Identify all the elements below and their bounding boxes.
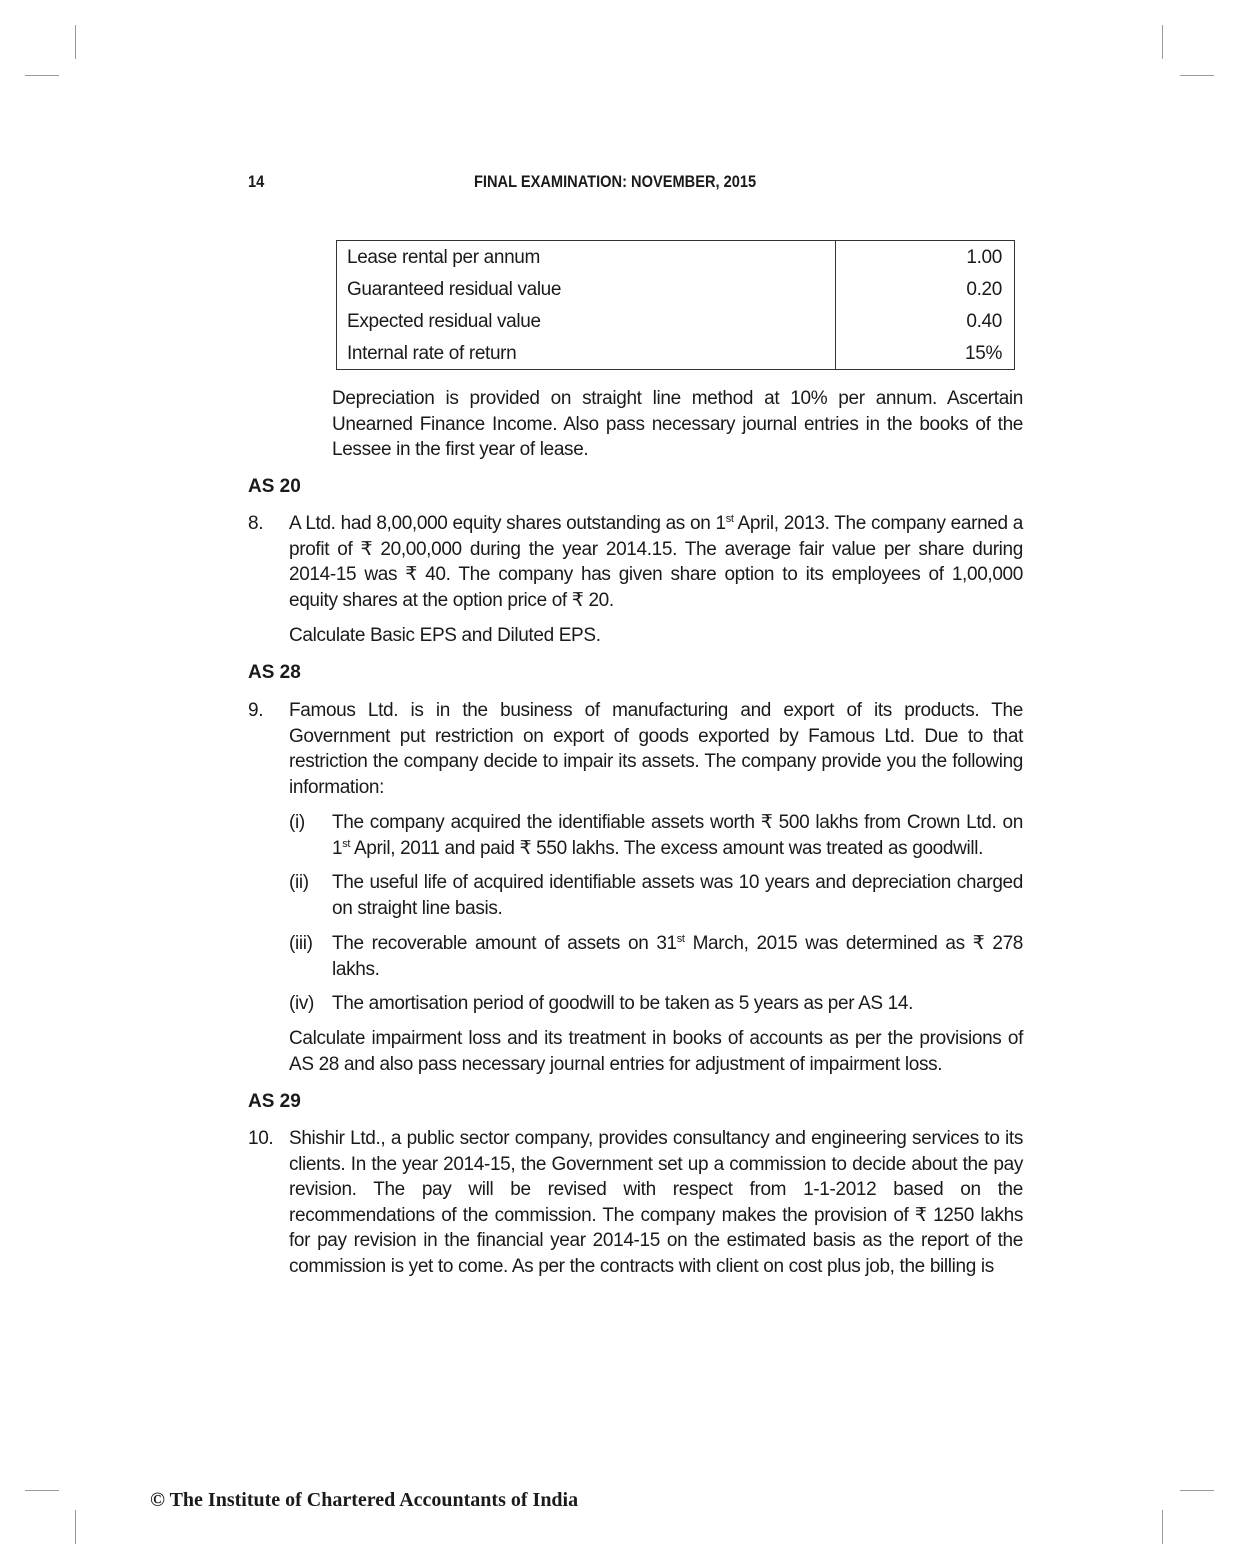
superscript: st: [725, 513, 734, 525]
superscript: st: [342, 837, 351, 850]
sub-item-i: [289, 810, 1023, 861]
section-heading-as28: AS 28: [248, 662, 301, 683]
sub-item-text: [332, 931, 1023, 982]
question-text: Shishir Ltd., a public sector company, provides consultancy and engineering services to its clients. In the year 2014-15, the Government set up a commission to decide about the pay revision. The pay will be revised with respect from 1-1-2012 based on the recommendations of the commission. The company makes the provision of ₹ 1250 lakhs for pay revision in the financial year 2014-15 on the estimated basis as the report of the commission is yet to come. As per the contracts with client on cost plus job, the billing is: [289, 1128, 1023, 1277]
question-number: 10.: [248, 1128, 274, 1149]
question-number: 8.: [248, 513, 264, 534]
crop-mark: [75, 25, 76, 59]
section-heading-as20: AS 20: [248, 476, 301, 497]
text-fragment: A Ltd. had 8,00,000 equity shares outstanding as on 1: [289, 513, 726, 534]
section-heading-as29: AS 29: [248, 1091, 301, 1112]
sub-item-label: (i): [289, 812, 305, 833]
question-8-task: Calculate Basic EPS and Diluted EPS.: [289, 625, 601, 646]
table-row: [337, 241, 1015, 274]
text-fragment: The recoverable amount of assets on 31: [332, 933, 677, 954]
crop-mark: [75, 1510, 76, 1544]
question-text: [289, 511, 1023, 613]
table-cell-label: Internal rate of return: [347, 342, 517, 364]
crop-mark: [25, 1490, 59, 1491]
sub-item-text: The amortisation period of goodwill to be taken as 5 years as per AS 14.: [332, 993, 914, 1014]
superscript: st: [676, 933, 685, 945]
question-number: 9.: [248, 700, 264, 721]
text-fragment: April, 2013. The company earned a profit of ₹ 20,00,000 during the year 2014.15. The average fair value per share during 2014-15 was ₹ 40. The company has given share option to its employees of 1,00,000 equity shares at the option price of ₹ 20.: [289, 513, 1023, 611]
question-10: [248, 1126, 1023, 1279]
footer-copyright: © The Institute of Chartered Accountants of India: [150, 1489, 579, 1511]
crop-mark: [1162, 1510, 1163, 1544]
running-head: FINAL EXAMINATION: NOVEMBER, 2015: [474, 172, 757, 191]
crop-mark: [1180, 75, 1214, 76]
page-number: 14: [248, 172, 265, 191]
table-cell-label: Expected residual value: [347, 310, 541, 332]
question-text: Famous Ltd. is in the business of manufacturing and export of its products. The Government put restriction on export of goods exported by Famous Ltd. Due to that restriction the company decide to impair its assets. The company provide you the following information:: [289, 700, 1023, 798]
text-fragment: April, 2011 and paid ₹ 550 lakhs. The excess amount was treated as goodwill.: [350, 837, 984, 859]
lease-table: [336, 240, 1015, 370]
text-fragment: March, 2015 was determined as ₹ 278 lakhs.: [332, 933, 1024, 980]
table-row: [337, 273, 1015, 305]
question-9: [248, 698, 1023, 800]
crop-mark: [1180, 1490, 1214, 1491]
table-cell-label: Lease rental per annum: [347, 246, 540, 268]
table-cell-value: 0.20: [836, 273, 1015, 305]
text-fragment: The company acquired the identifiable assets worth ₹ 500 lakhs from Crown Ltd. on 1: [332, 812, 1023, 859]
table-row: [337, 337, 1015, 370]
sub-item-iv: [289, 991, 1023, 1017]
question-8: [248, 511, 1023, 613]
sub-item-text: [332, 810, 1023, 861]
sub-item-label: (iii): [289, 933, 313, 954]
crop-mark: [25, 75, 59, 76]
sub-item-text: The useful life of acquired identifiable assets was 10 years and depreciation charged on straight line basis.: [332, 872, 1023, 919]
sub-item-iii: [289, 931, 1023, 982]
table-row: [337, 305, 1015, 337]
table-cell-value: 15%: [836, 337, 1015, 370]
q7-instruction: Depreciation is provided on straight line method at 10% per annum. Ascertain Unearned Finance Income. Also pass necessary journal entries in the books of the Lessee in the first year of lease.: [332, 388, 1023, 460]
table-cell-label: Guaranteed residual value: [347, 278, 562, 300]
sub-item-label: (iv): [289, 993, 314, 1014]
sub-item-label: (ii): [289, 872, 309, 893]
table-cell-value: 0.40: [836, 305, 1015, 337]
sub-item-ii: [289, 870, 1023, 921]
table-cell-value: 1.00: [836, 241, 1015, 274]
crop-mark: [1162, 25, 1163, 59]
question-9-task: Calculate impairment loss and its treatment in books of accounts as per the provisions of AS 28 and also pass necessary journal entries for adjustment of impairment loss.: [289, 1028, 1023, 1075]
